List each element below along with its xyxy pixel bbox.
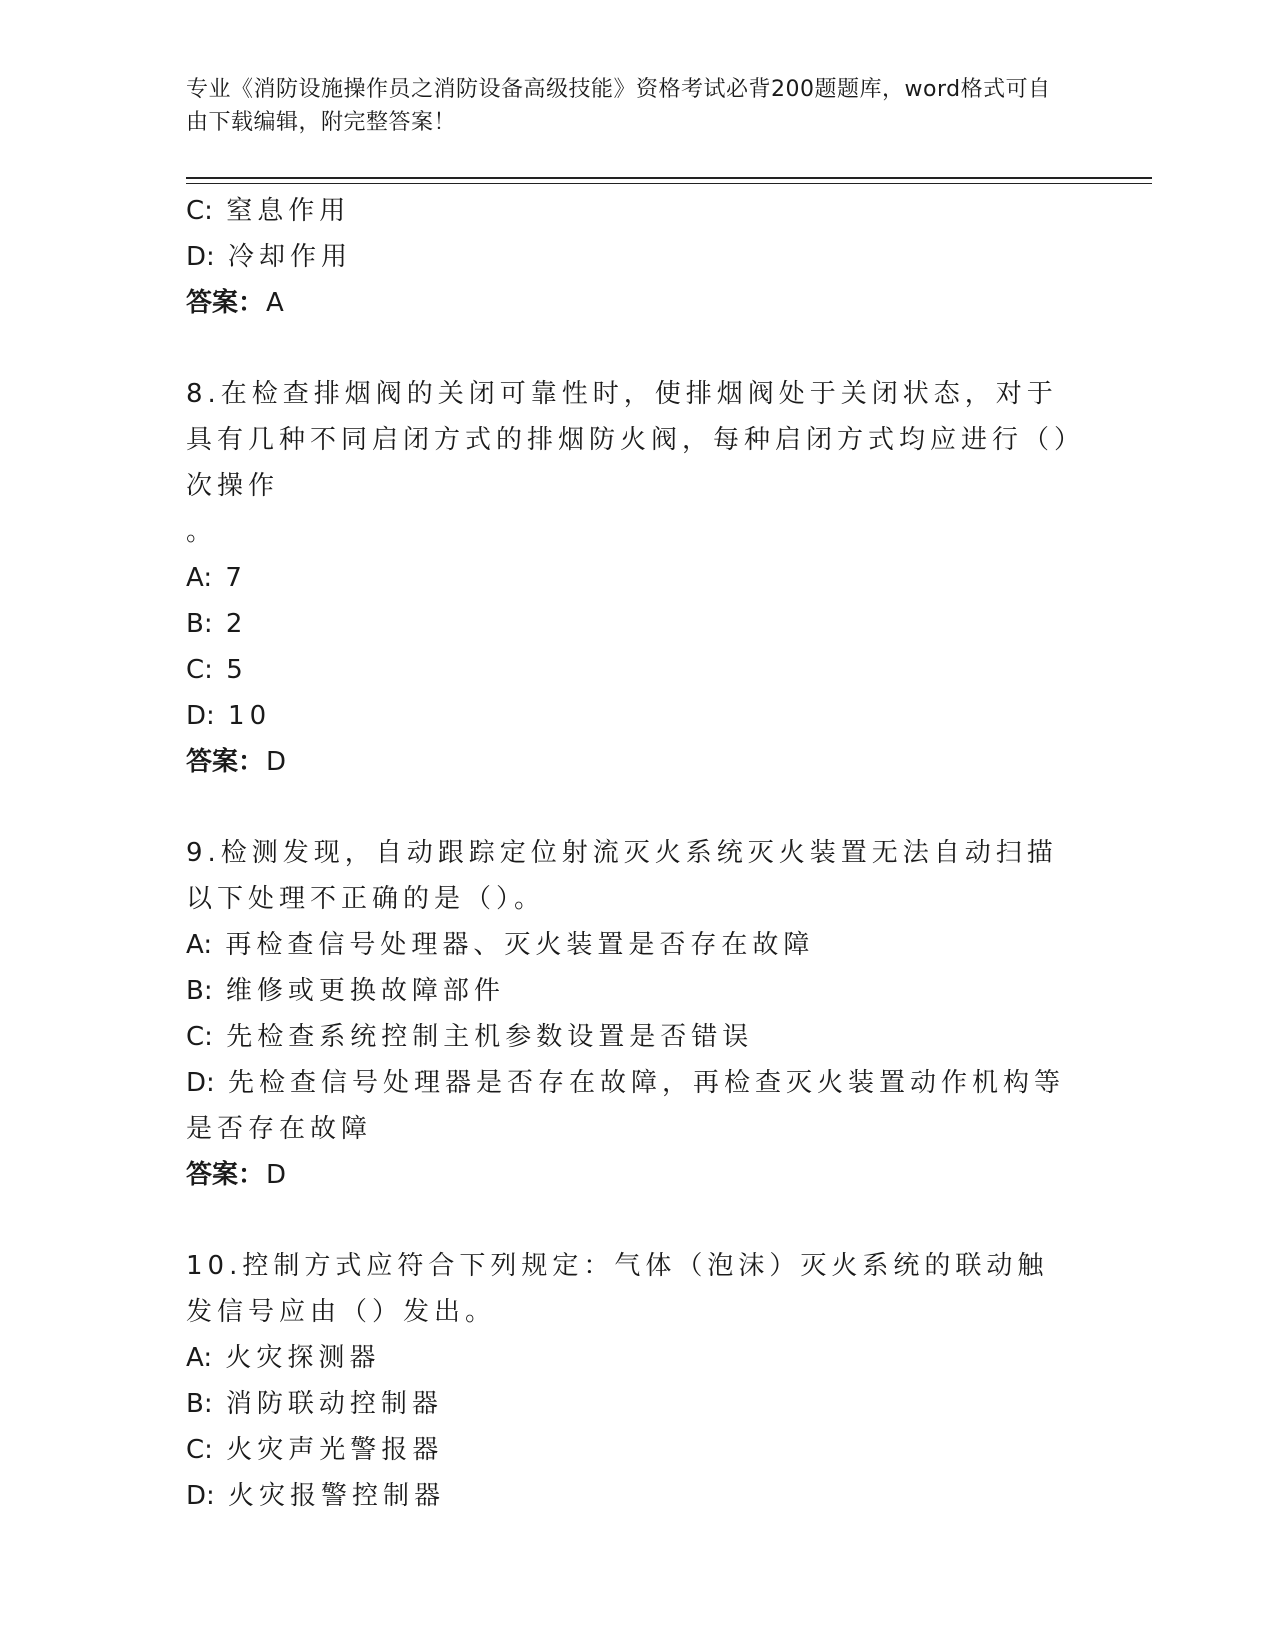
- question-10: [186, 1243, 1076, 1519]
- question-9: [186, 830, 1076, 1198]
- option-b: B: 2: [186, 609, 248, 639]
- answer-line: 答案：D: [186, 747, 287, 777]
- option-c: C: 5: [186, 655, 248, 685]
- question-7-tail: [186, 188, 1076, 326]
- option-c: C: 火灾声光警报器: [186, 1435, 444, 1465]
- option-d: D: 10: [186, 701, 272, 731]
- header-rule-thin: [186, 183, 1152, 184]
- question-stem: 9.检测发现，自动跟踪定位射流灭火系统灭火装置无法自动扫描以下处理不正确的是（）。: [186, 838, 1058, 914]
- option-b: B: 消防联动控制器: [186, 1389, 443, 1419]
- option-d: D: 火灾报警控制器: [186, 1481, 446, 1511]
- option-d: D: 冷却作用: [186, 242, 353, 272]
- question-stem: 10.控制方式应符合下列规定：气体（泡沫）灭火系统的联动触发信号应由（）发出。: [186, 1251, 1049, 1327]
- option-a: A: 7: [186, 563, 247, 593]
- option-d: D: 先检查信号处理器是否存在故障，再检查灭火装置动作机构等是否存在故障: [186, 1068, 1066, 1144]
- option-c: C: 先检查系统控制主机参数设置是否错误: [186, 1022, 754, 1052]
- option-a: A: 再检查信号处理器、灭火装置是否存在故障: [186, 930, 815, 960]
- question-8: [186, 371, 1076, 785]
- document-header: 专业《消防设施操作员之消防设备高级技能》资格考试必背200题题库，word格式可自由下载编辑，附完整答案！: [186, 77, 1051, 135]
- answer-line: 答案：A: [186, 288, 284, 318]
- answer-line: 答案：D: [186, 1160, 287, 1190]
- question-stem: 8.在检查排烟阀的关闭可靠性时，使排烟阀处于关闭状态，对于具有几种不同启闭方式的排烟防火阀，每种启闭方式均应进行（）次操作: [186, 379, 1073, 501]
- option-c: C: 窒息作用: [186, 196, 351, 226]
- option-a: A: 火灾探测器: [186, 1343, 381, 1373]
- option-b: B: 维修或更换故障部件: [186, 976, 505, 1006]
- document-body: [186, 188, 1076, 1519]
- header-rule-thick: [186, 177, 1152, 179]
- question-stem-tail: 。: [186, 517, 218, 547]
